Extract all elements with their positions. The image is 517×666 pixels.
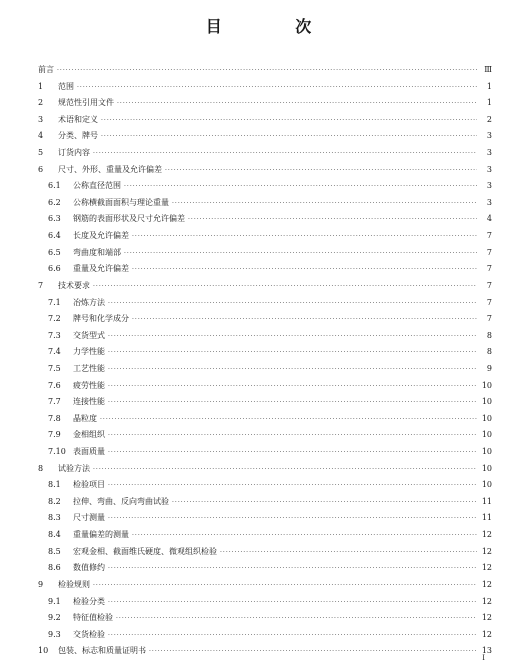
toc-entry-label: 重量及允许偏差 — [73, 264, 129, 274]
leader-dots — [117, 96, 477, 113]
toc-entry[interactable] — [38, 560, 492, 577]
toc-entry-page: 3 — [486, 131, 492, 141]
toc-entry-label: 拉伸、弯曲、反向弯曲试验 — [73, 496, 169, 506]
leader-dots — [108, 445, 477, 462]
toc-entry-number: 6 — [38, 164, 44, 174]
toc-entry-number: 9 — [38, 579, 44, 589]
leader-dots — [93, 462, 477, 479]
toc-entry-label: 晶粒度 — [73, 413, 97, 423]
toc-entry-label: 交货型式 — [73, 330, 105, 340]
leader-dots — [93, 146, 477, 163]
toc-entry-page: 12 — [481, 563, 492, 573]
toc-entry[interactable] — [38, 178, 492, 195]
toc-entry-label: 力学性能 — [73, 347, 105, 357]
toc-entry-number: 7.7 — [48, 397, 61, 407]
toc-entry-number: 7.4 — [48, 347, 61, 357]
toc-entry-label: 尺寸、外形、重量及允许偏差 — [58, 164, 162, 174]
toc-entry[interactable] — [38, 79, 492, 96]
toc-entry[interactable] — [38, 211, 492, 228]
toc-entry-number: 7.9 — [48, 430, 61, 440]
leader-dots — [124, 246, 477, 263]
page-number: I — [482, 654, 485, 662]
toc-entry-label: 数值修约 — [73, 563, 105, 573]
leader-dots — [132, 262, 477, 279]
toc-entry-number: 6.3 — [48, 214, 61, 224]
toc-entry-number: 9.3 — [48, 629, 61, 639]
leader-dots — [108, 395, 477, 412]
toc-entry[interactable] — [38, 427, 492, 444]
toc-entry-page: 3 — [486, 197, 492, 207]
toc-entry-page: 10 — [481, 380, 492, 390]
toc-entry-number: 4 — [38, 131, 44, 141]
leader-dots — [149, 644, 477, 661]
toc-entry-number: 6.4 — [48, 231, 61, 241]
leader-dots — [108, 362, 477, 379]
toc-entry[interactable] — [38, 328, 492, 345]
toc-entry-label: 公称直径范围 — [73, 181, 121, 191]
toc-entry[interactable] — [38, 461, 492, 478]
leader-dots — [165, 163, 477, 180]
toc-entry-page: 4 — [486, 214, 492, 224]
toc-entry-label: 公称横截面面积与理论重量 — [73, 197, 169, 207]
toc-entry-number: 7.5 — [48, 363, 61, 373]
toc-entry[interactable] — [38, 527, 492, 544]
toc-entry[interactable] — [38, 128, 492, 145]
leader-dots — [220, 545, 477, 562]
toc-entry-label: 术语和定义 — [58, 114, 98, 124]
toc-entry-page: 7 — [486, 231, 492, 241]
toc-entry-number: 7.10 — [48, 447, 66, 457]
leader-dots — [108, 329, 477, 346]
toc-entry[interactable] — [38, 295, 492, 312]
toc-entry-page: 10 — [481, 430, 492, 440]
leader-dots — [108, 511, 477, 528]
toc-entry-number: 2 — [38, 98, 44, 108]
toc-entry[interactable] — [38, 378, 492, 395]
toc-entry-page: 10 — [481, 397, 492, 407]
leader-dots — [108, 379, 477, 396]
toc-entry-label: 规范性引用文件 — [58, 98, 114, 108]
toc-entry-label: 疲劳性能 — [73, 380, 105, 390]
toc-entry[interactable] — [38, 610, 492, 627]
toc-entry[interactable] — [38, 394, 492, 411]
toc-entry-page: 12 — [481, 530, 492, 540]
toc-entry-page: 7 — [486, 314, 492, 324]
toc-entry[interactable] — [38, 195, 492, 212]
toc-entry-label: 金相组织 — [73, 430, 105, 440]
leader-dots — [93, 578, 477, 595]
toc-entry[interactable] — [38, 145, 492, 162]
toc-entry-page: 7 — [486, 247, 492, 257]
toc-entry-page: 7 — [486, 264, 492, 274]
toc-entry-page: 12 — [481, 546, 492, 556]
toc-entry-label: 钢筋的表面形状及尺寸允许偏差 — [73, 214, 185, 224]
leader-dots — [108, 296, 477, 313]
toc-entry-page: 7 — [486, 297, 492, 307]
toc-entry-label: 检验分类 — [73, 596, 105, 606]
toc-entry[interactable] — [38, 344, 492, 361]
toc-entry[interactable] — [38, 62, 492, 79]
leader-dots — [132, 312, 477, 329]
toc-entry-page: 11 — [481, 513, 492, 523]
toc-entry-number: 6.2 — [48, 197, 61, 207]
toc-entry-label: 尺寸测量 — [73, 513, 105, 523]
leader-dots — [101, 113, 477, 130]
toc-entry-label: 特征值检验 — [73, 613, 113, 623]
toc-entry-page: 3 — [486, 148, 492, 158]
toc-entry[interactable] — [38, 494, 492, 511]
toc-entry[interactable] — [38, 544, 492, 561]
toc-entry-label: 检验规则 — [58, 579, 90, 589]
toc-entry-label: 试验方法 — [58, 463, 90, 473]
toc-entry[interactable] — [38, 594, 492, 611]
table-of-contents — [38, 62, 492, 660]
toc-entry-number: 8.1 — [48, 480, 61, 490]
leader-dots — [93, 279, 477, 296]
toc-entry[interactable] — [38, 228, 492, 245]
toc-entry-label: 弯曲度和端部 — [73, 247, 121, 257]
toc-entry-page: 11 — [481, 496, 492, 506]
leader-dots — [108, 345, 477, 362]
toc-entry-label: 长度及允许偏差 — [73, 231, 129, 241]
toc-entry-page: 3 — [486, 164, 492, 174]
toc-entry-number: 7.2 — [48, 314, 61, 324]
toc-entry-number: 9.2 — [48, 613, 61, 623]
toc-entry-page: 8 — [486, 330, 492, 340]
toc-entry-page: Ⅲ — [484, 65, 492, 74]
toc-entry-label: 技术要求 — [58, 280, 90, 290]
leader-dots — [100, 412, 477, 429]
toc-entry-number: 8.4 — [48, 530, 61, 540]
leader-dots — [101, 129, 477, 146]
toc-entry-page: 10 — [481, 480, 492, 490]
toc-entry-page: 12 — [481, 629, 492, 639]
leader-dots — [108, 561, 477, 578]
toc-entry-page: 12 — [481, 596, 492, 606]
toc-entry[interactable] — [38, 510, 492, 527]
leader-dots — [57, 63, 477, 80]
toc-entry-number: 1 — [38, 81, 44, 91]
toc-entry-label: 检验项目 — [73, 480, 105, 490]
toc-entry[interactable] — [38, 245, 492, 262]
toc-entry-label: 表面质量 — [73, 447, 105, 457]
toc-entry[interactable] — [38, 278, 492, 295]
toc-entry-page: 13 — [481, 646, 492, 656]
toc-entry-number: 5 — [38, 148, 44, 158]
toc-entry-label: 包装、标志和质量证明书 — [58, 646, 146, 656]
toc-entry-label: 冶炼方法 — [73, 297, 105, 307]
toc-entry-page: 12 — [481, 579, 492, 589]
toc-entry[interactable] — [38, 261, 492, 278]
toc-entry-page: 1 — [486, 81, 492, 91]
toc-entry-label: 连接性能 — [73, 397, 105, 407]
toc-entry[interactable] — [38, 627, 492, 644]
toc-entry-number: 7.6 — [48, 380, 61, 390]
leader-dots — [124, 179, 477, 196]
leader-dots — [116, 611, 477, 628]
toc-entry-number: 3 — [38, 114, 44, 124]
toc-entry-number: 8.6 — [48, 563, 61, 573]
toc-entry-number: 7 — [38, 280, 44, 290]
toc-entry-page: 12 — [481, 613, 492, 623]
toc-entry-page: 9 — [486, 363, 492, 373]
toc-entry[interactable] — [38, 162, 492, 179]
toc-entry-label: 牌号和化学成分 — [73, 314, 129, 324]
leader-dots — [108, 595, 477, 612]
toc-entry-label: 宏观金相、截面维氏硬度、微观组织检验 — [73, 546, 217, 556]
toc-entry-page: 8 — [486, 347, 492, 357]
toc-entry-number: 6.6 — [48, 264, 61, 274]
toc-entry-label: 工艺性能 — [73, 363, 105, 373]
toc-entry-number: 8 — [38, 463, 44, 473]
toc-entry-label: 订货内容 — [58, 148, 90, 158]
toc-entry-label: 范围 — [58, 81, 74, 91]
leader-dots — [172, 196, 477, 213]
toc-entry[interactable] — [38, 643, 492, 660]
toc-entry[interactable] — [38, 411, 492, 428]
toc-entry-page: 7 — [486, 280, 492, 290]
toc-entry-page: 10 — [481, 463, 492, 473]
leader-dots — [108, 628, 477, 645]
toc-title: 目 次 — [205, 17, 346, 36]
leader-dots — [108, 478, 477, 495]
toc-entry-page: 2 — [486, 114, 492, 124]
toc-entry-number: 7.1 — [48, 297, 61, 307]
toc-entry[interactable] — [38, 112, 492, 129]
leader-dots — [172, 495, 477, 512]
leader-dots — [132, 229, 477, 246]
leader-dots — [77, 80, 477, 97]
toc-entry[interactable] — [38, 444, 492, 461]
toc-entry[interactable] — [38, 311, 492, 328]
leader-dots — [108, 428, 477, 445]
leader-dots — [132, 528, 477, 545]
toc-entry-page: 10 — [481, 447, 492, 457]
toc-entry-number: 6.1 — [48, 181, 61, 191]
toc-entry[interactable] — [38, 361, 492, 378]
toc-entry-page: 3 — [486, 181, 492, 191]
toc-entry[interactable] — [38, 95, 492, 112]
toc-entry-label: 重量偏差的测量 — [73, 530, 129, 540]
toc-entry-label: 分类、牌号 — [58, 131, 98, 141]
toc-entry-number: 7.3 — [48, 330, 61, 340]
toc-entry-number: 8.3 — [48, 513, 61, 523]
leader-dots — [188, 212, 477, 229]
toc-entry-number: 6.5 — [48, 247, 61, 257]
toc-entry-label: 前言 — [38, 65, 54, 74]
toc-entry-number: 8.5 — [48, 546, 61, 556]
toc-entry-number: 9.1 — [48, 596, 61, 606]
toc-entry-page: 10 — [481, 413, 492, 423]
toc-entry-number: 8.2 — [48, 496, 61, 506]
toc-entry[interactable] — [38, 577, 492, 594]
toc-entry[interactable] — [38, 477, 492, 494]
toc-entry-number: 10 — [38, 646, 49, 656]
toc-entry-label: 交货检验 — [73, 629, 105, 639]
toc-entry-number: 7.8 — [48, 413, 61, 423]
toc-entry-page: 1 — [486, 98, 492, 108]
